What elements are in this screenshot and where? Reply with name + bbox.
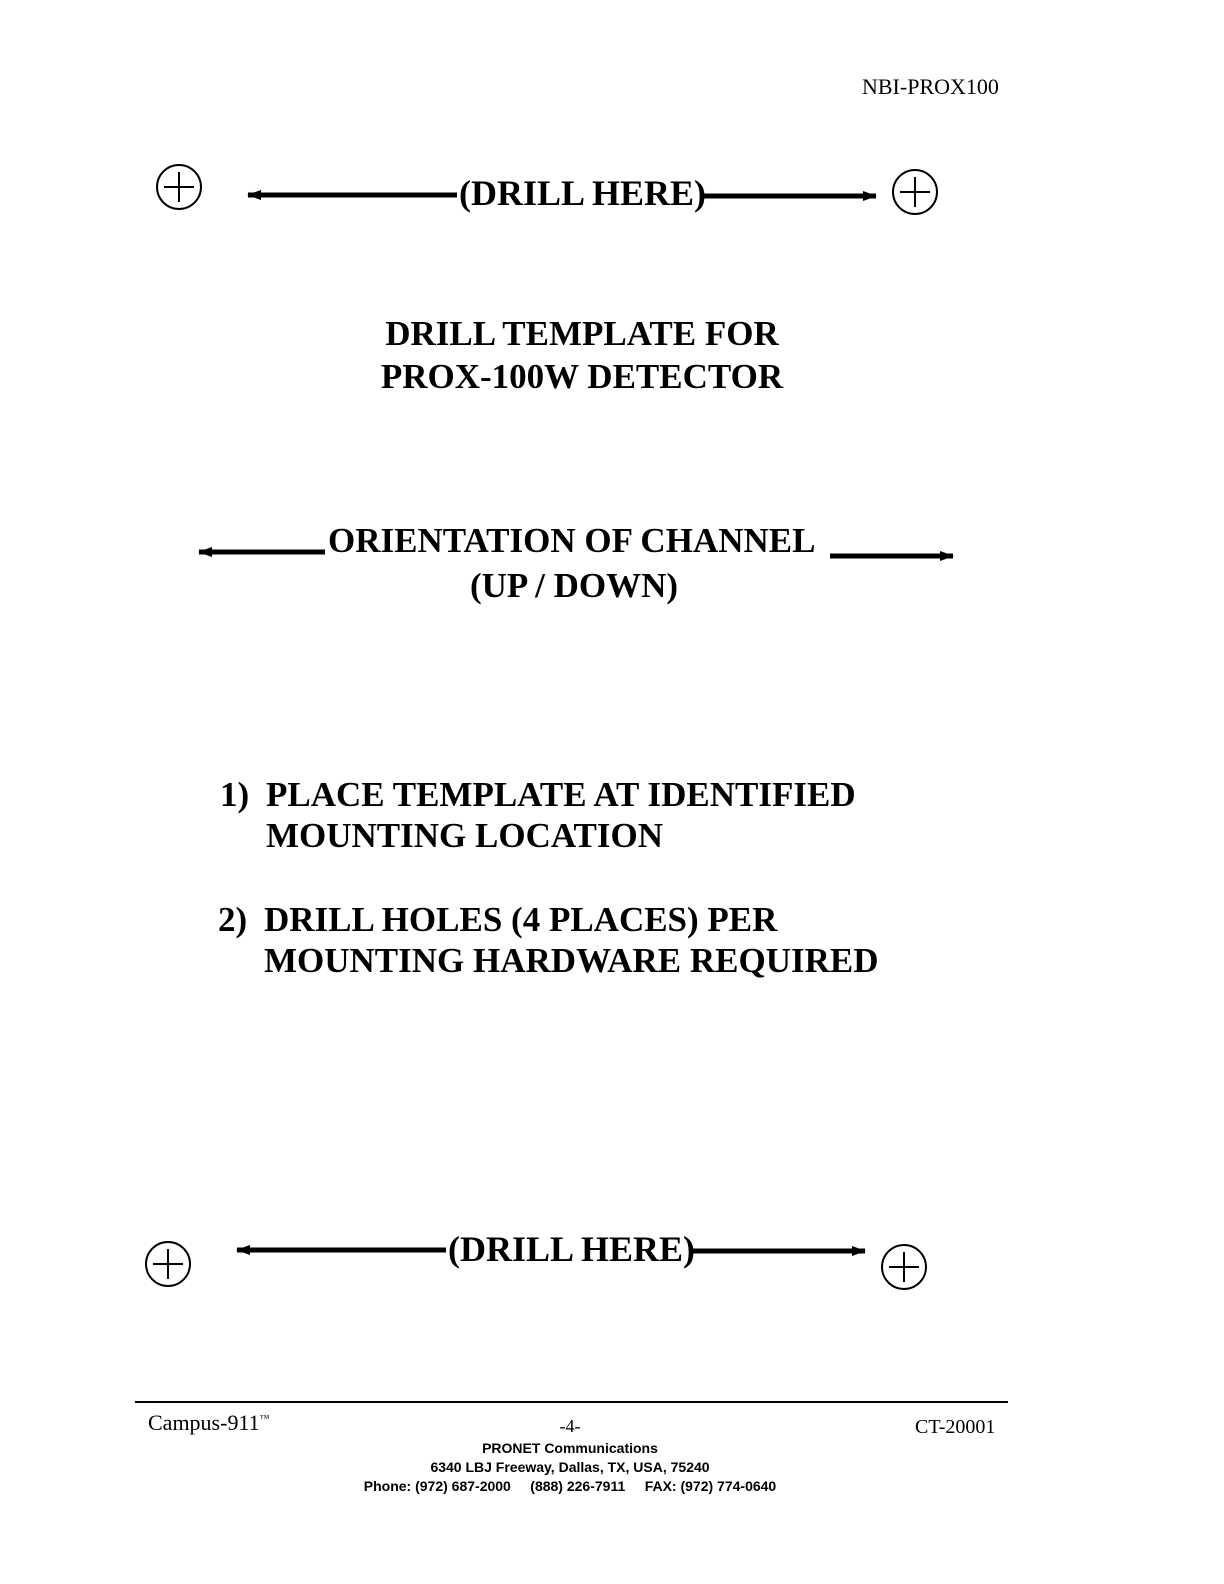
footer-product-name: Campus-911	[148, 1410, 260, 1435]
orientation-label: ORIENTATION OF CHANNEL	[328, 521, 816, 560]
step-1	[220, 774, 920, 858]
title-line-2: PROX-100W DETECTOR	[380, 357, 784, 396]
footer-company: PRONET Communications	[482, 1440, 658, 1456]
footer-divider	[135, 1401, 1008, 1403]
document-id: NBI-PROX100	[862, 74, 999, 99]
drill-hole-top-left-icon	[157, 165, 201, 209]
step-2-line-1: DRILL HOLES (4 PLACES) PER	[264, 900, 778, 939]
footer-address: 6340 LBJ Freeway, Dallas, TX, USA, 75240	[430, 1459, 710, 1475]
drill-hole-top-right-icon	[893, 170, 937, 214]
orientation-sub-label: (UP / DOWN)	[470, 566, 679, 605]
footer-doc-number: CT-20001	[915, 1416, 996, 1438]
step-2	[218, 899, 938, 983]
drill-here-bottom-label: (DRILL HERE)	[448, 1229, 696, 1269]
step-2-number: 2)	[218, 900, 248, 939]
step-1-number: 1)	[220, 775, 250, 814]
title-line-1: DRILL TEMPLATE FOR	[385, 314, 779, 353]
trademark-symbol: ™	[259, 1413, 270, 1425]
step-2-line-2: MOUNTING HARDWARE REQUIRED	[264, 941, 879, 980]
footer-page-number: -4-	[559, 1416, 581, 1436]
step-1-line-2: MOUNTING LOCATION	[266, 816, 664, 855]
footer-phone: Phone: (972) 687-2000 (888) 226-7911 FAX: (972) 774-0640	[363, 1478, 777, 1494]
drill-here-top-label: (DRILL HERE)	[459, 173, 707, 213]
step-1-line-1: PLACE TEMPLATE AT IDENTIFIED	[266, 775, 856, 814]
drill-hole-bottom-left-icon	[146, 1242, 190, 1286]
drill-hole-bottom-right-icon	[882, 1245, 926, 1289]
page-title	[0, 312, 1164, 398]
